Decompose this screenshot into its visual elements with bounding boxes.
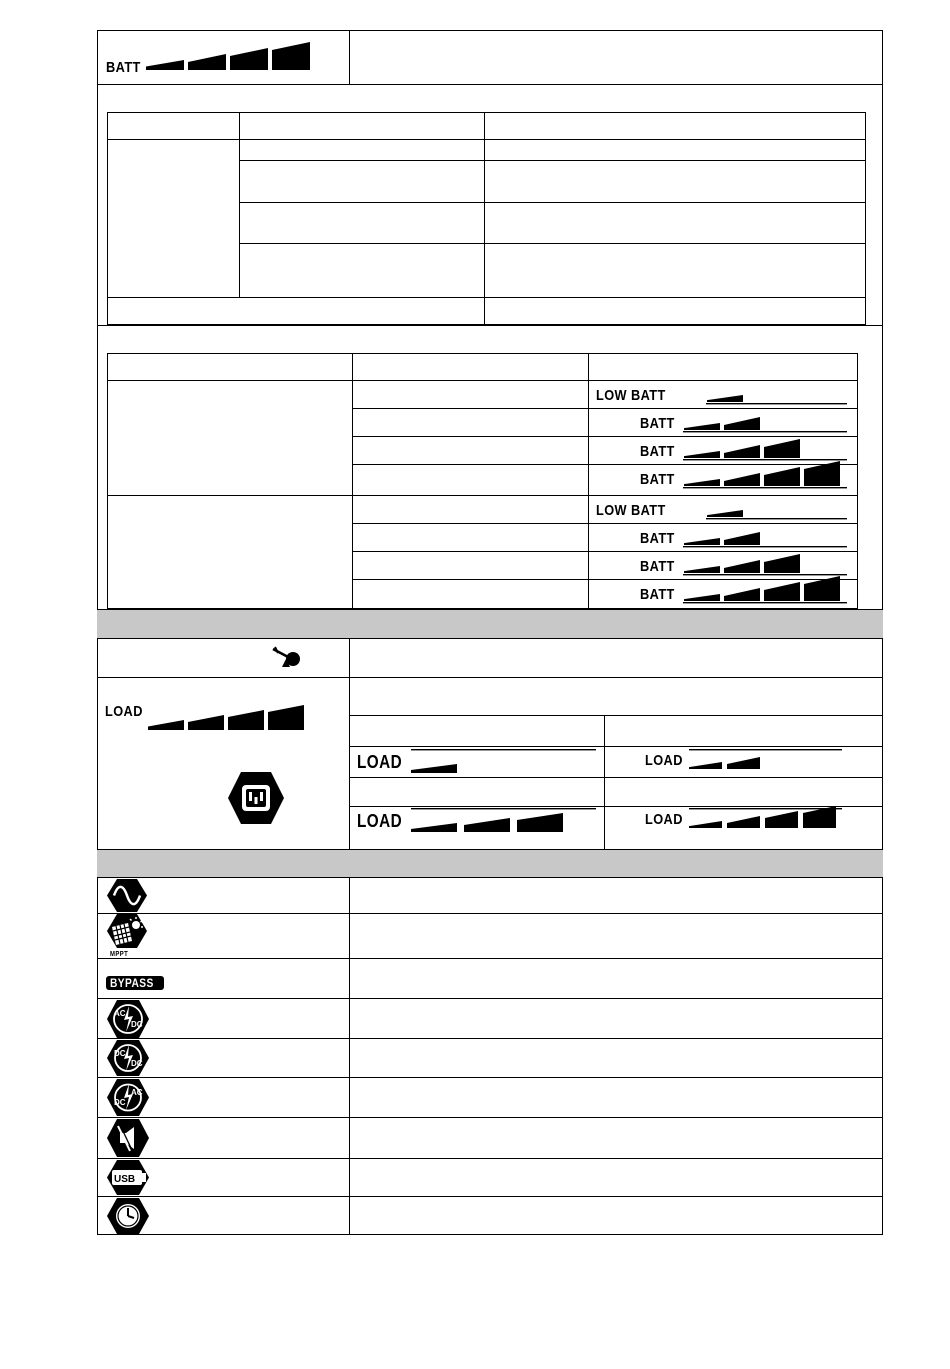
meter-segment: [724, 532, 760, 545]
row-divider: [97, 84, 883, 85]
solar-panel-icon: [106, 913, 148, 949]
meter-segment: [268, 705, 304, 730]
section-band: [97, 609, 883, 639]
col-divider: [349, 30, 350, 84]
meter-segment: [804, 461, 840, 486]
dc-ac-conversion-icon: [106, 1078, 150, 1117]
battery-level-meter: [707, 378, 877, 408]
row-divider: [349, 715, 883, 716]
seesaw-icon: [270, 645, 304, 671]
meter-baseline: [683, 602, 847, 603]
meter-baseline: [683, 546, 847, 547]
col-divider: [352, 353, 353, 609]
meter-segment: [727, 757, 760, 769]
clock-icon: [106, 1197, 150, 1235]
low-batt-label: LOW BATT: [596, 502, 666, 519]
meter-segment: [464, 818, 510, 832]
meter-baseline: [706, 403, 847, 404]
meter-segment: [272, 42, 310, 70]
meter-topline: [689, 749, 842, 750]
row-divider: [239, 160, 866, 161]
meter-segment: [724, 417, 760, 430]
meter-segment: [188, 54, 226, 70]
col-divider: [484, 112, 485, 325]
load-label: LOAD: [357, 811, 403, 831]
ac-outlet-icon: [226, 770, 286, 826]
meter-segment: [724, 560, 760, 573]
meter-segment: [689, 762, 722, 769]
row-divider: [107, 297, 866, 298]
battery-meter-icon: [146, 42, 301, 72]
mppt-label: MPPT: [110, 951, 129, 958]
meter-segment: [764, 439, 800, 458]
row-divider: [107, 139, 866, 140]
meter-segment: [684, 423, 720, 430]
load-label: LOAD: [645, 811, 683, 828]
meter-segment: [804, 576, 840, 601]
meter-segment: [684, 451, 720, 458]
batt-label: BATT: [640, 558, 675, 575]
batt-label: BATT: [640, 530, 675, 547]
meter-topline: [411, 808, 596, 809]
meter-segment: [765, 811, 798, 828]
meter-baseline: [683, 487, 847, 488]
meter-segment: [764, 582, 800, 601]
dc-text: DC: [114, 1049, 126, 1058]
col-divider: [588, 353, 589, 609]
meter-segment: [146, 60, 184, 70]
ac-text: AC: [131, 1088, 143, 1097]
load-level-meter: [411, 747, 611, 779]
meter-segment: [517, 813, 563, 832]
ac-dc-conversion-icon: [106, 999, 150, 1039]
bypass-label: BYPASS: [110, 976, 154, 990]
battery-level-meter: [684, 434, 854, 464]
meter-segment: [188, 715, 224, 730]
row-divider: [97, 958, 883, 959]
load-level-meter: [689, 747, 889, 779]
batt-label: BATT: [106, 59, 141, 76]
row-divider: [97, 1117, 883, 1118]
meter-segment: [724, 445, 760, 458]
meter-segment: [724, 588, 760, 601]
meter-segment: [684, 594, 720, 601]
battery-level-meter: [684, 406, 854, 436]
load-level-meter: [411, 806, 611, 838]
meter-baseline: [683, 431, 847, 432]
meter-segment: [689, 821, 722, 828]
meter-segment: [684, 538, 720, 545]
dc-text: DC: [131, 1059, 143, 1068]
row-divider: [97, 325, 883, 326]
meter-segment: [411, 823, 457, 832]
battery-level-meter: [684, 549, 854, 579]
row-divider: [97, 998, 883, 999]
row-divider: [97, 1077, 883, 1078]
battery-level-meter: [707, 493, 877, 523]
row-divider: [239, 202, 866, 203]
sine-wave-icon: [106, 878, 148, 913]
section-band: [97, 849, 883, 878]
ac-text: AC: [114, 1009, 126, 1018]
batt-label: BATT: [640, 415, 675, 432]
battery-level-meter: [684, 521, 854, 551]
meter-topline: [689, 808, 842, 809]
battery-level-meter: [684, 462, 854, 492]
meter-segment: [684, 566, 720, 573]
batt-label: BATT: [640, 586, 675, 603]
dc-text: DC: [131, 1020, 143, 1029]
load-level-meter: [689, 806, 889, 838]
meter-segment: [707, 395, 743, 402]
dc-dc-conversion-icon: [106, 1039, 150, 1077]
battery-level-meter: [684, 577, 854, 607]
low-batt-label: LOW BATT: [596, 387, 666, 404]
row-divider: [97, 1158, 883, 1159]
load-meter-icon: [148, 704, 300, 732]
usb-icon: [106, 1159, 150, 1196]
load-label: LOAD: [357, 752, 403, 772]
load-label: LOAD: [105, 703, 143, 720]
col-divider: [239, 112, 240, 297]
meter-baseline: [683, 459, 847, 460]
row-divider: [97, 1196, 883, 1197]
meter-segment: [724, 473, 760, 486]
meter-segment: [230, 48, 268, 70]
meter-segment: [764, 467, 800, 486]
col-divider: [349, 878, 350, 1235]
meter-segment: [411, 764, 457, 773]
load-label: LOAD: [645, 752, 683, 769]
batt-label: BATT: [640, 471, 675, 488]
meter-segment: [727, 816, 760, 828]
meter-segment: [764, 554, 800, 573]
row-divider: [97, 913, 883, 914]
row-divider: [97, 1038, 883, 1039]
row-divider: [239, 243, 866, 244]
batt-label: BATT: [640, 443, 675, 460]
dc-text: DC: [114, 1098, 126, 1107]
meter-segment: [228, 710, 264, 730]
meter-topline: [411, 749, 596, 750]
inner-table-1: [107, 112, 866, 325]
usb-text: USB: [114, 1174, 136, 1185]
speaker-mute-icon: [106, 1118, 150, 1158]
meter-baseline: [706, 518, 847, 519]
meter-segment: [707, 510, 743, 517]
meter-baseline: [683, 574, 847, 575]
meter-segment: [148, 720, 184, 730]
row-divider: [97, 677, 883, 678]
col-divider: [349, 639, 350, 849]
meter-segment: [684, 479, 720, 486]
